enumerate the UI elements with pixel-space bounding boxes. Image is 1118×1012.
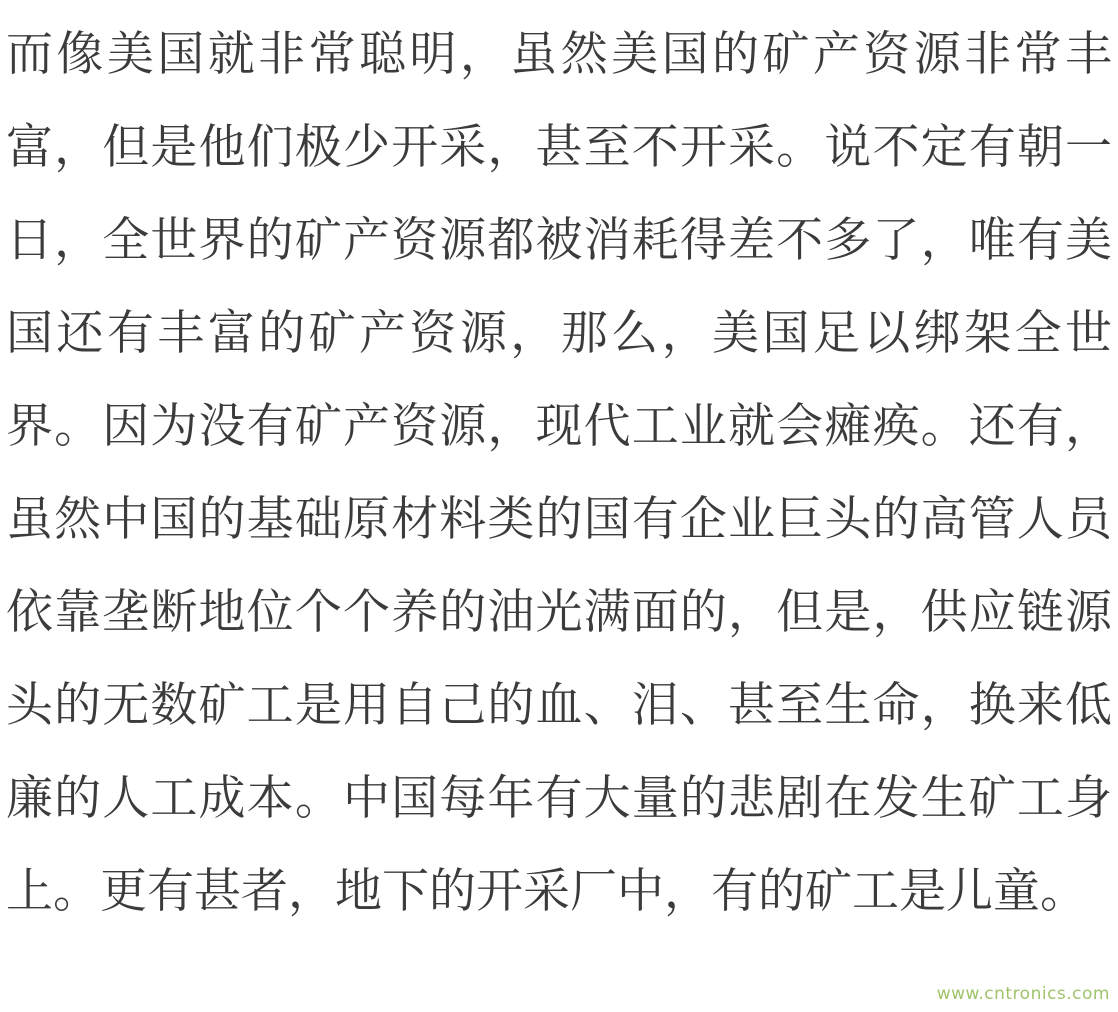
article-body-text: 而像美国就非常聪明，虽然美国的矿产资源非常丰富，但是他们极少开采，甚至不开采。说不定有朝一日，全世界的矿产资源都被消耗得差不多了，唯有美国还有丰富的矿产资源，那么，美国足以绑架全世界。因为没有矿产资源，现代工业就会瘫痪。还有，虽然中国的基础原材料类的国有企业巨头的高管人员依靠垄断地位个个养的油光满面的，但是，供应链源头的无数矿工是用自己的血、泪、甚至生命，换来低廉的人工成本。中国每年有大量的悲剧在发生矿工身上。更有甚者，地下的开采厂中，有的矿工是儿童。 bbox=[6, 27, 1112, 919]
site-watermark: www.cntronics.com bbox=[936, 984, 1110, 1004]
